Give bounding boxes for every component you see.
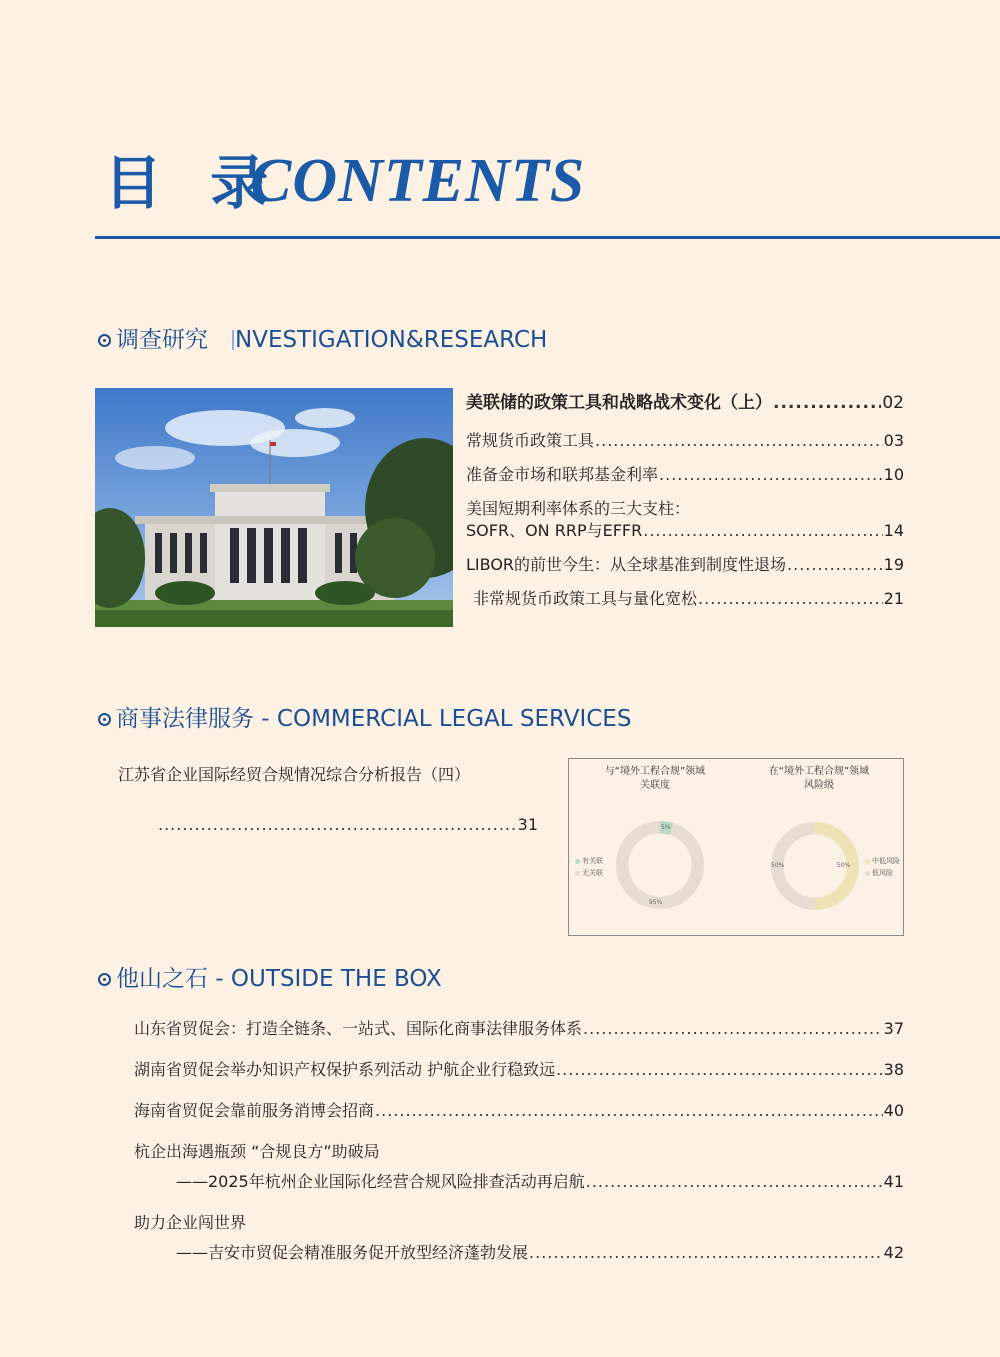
toc-item-title-line1: 美国短期利率体系的三大支柱： bbox=[466, 499, 691, 518]
legend-entry bbox=[575, 855, 603, 867]
data-label: 5% bbox=[661, 824, 671, 831]
toc-item[interactable] bbox=[134, 1059, 904, 1081]
section-title: 商事法律服务 - COMMERCIAL LEGAL SERVICES bbox=[116, 706, 632, 732]
toc-item[interactable] bbox=[134, 1100, 904, 1122]
donut-chart-1 bbox=[615, 819, 705, 911]
chart-title-1 bbox=[575, 765, 735, 793]
toc-list-investigation bbox=[466, 392, 904, 610]
toc-item-line1[interactable] bbox=[118, 764, 538, 786]
section-heading-outside bbox=[98, 964, 442, 994]
toc-item-page: 02 bbox=[882, 393, 904, 413]
toc-item-title: 海南省贸促会靠前服务消博会招商 bbox=[134, 1101, 375, 1120]
legend-swatch bbox=[575, 871, 580, 876]
toc-item-line1[interactable] bbox=[466, 498, 904, 520]
toc-item[interactable] bbox=[134, 1242, 904, 1264]
toc-item[interactable] bbox=[466, 430, 904, 452]
target-circle-icon bbox=[98, 973, 111, 986]
toc-item-line1[interactable] bbox=[134, 1141, 904, 1163]
toc-item-page: 41 bbox=[883, 1172, 904, 1191]
chart-title-2-line1: 在“境外工程合规”领域 bbox=[768, 766, 870, 777]
toc-leader bbox=[698, 588, 883, 610]
toc-item-title: 美联储的政策工具和战略战术变化（上） bbox=[466, 393, 772, 413]
toc-item-title-line1: 助力企业闯世界 bbox=[134, 1213, 247, 1232]
data-label: 95% bbox=[649, 899, 663, 906]
legend-entry bbox=[865, 867, 900, 879]
section-title: 他山之石 - OUTSIDE THE BOX bbox=[116, 966, 442, 992]
toc-item-page: 10 bbox=[883, 465, 904, 484]
section-title-initial-bar bbox=[232, 330, 234, 350]
toc-item[interactable] bbox=[466, 520, 904, 542]
toc-leader bbox=[556, 1059, 883, 1081]
toc-item[interactable] bbox=[118, 814, 538, 836]
legend-label: 无关联 bbox=[582, 869, 603, 877]
compliance-donut-charts bbox=[568, 758, 904, 936]
toc-item-page: 31 bbox=[517, 815, 538, 834]
toc-item-title: SOFR、ON RRP与EFFR bbox=[466, 521, 643, 540]
legend-entry bbox=[575, 867, 603, 879]
legend-swatch bbox=[865, 871, 870, 876]
chart-title-2 bbox=[739, 765, 899, 793]
legend-label: 有关联 bbox=[582, 857, 603, 865]
legend-entry bbox=[865, 855, 900, 867]
toc-item-page: 19 bbox=[883, 555, 904, 574]
header-divider bbox=[95, 236, 1000, 239]
section-heading-legal bbox=[98, 704, 631, 734]
toc-item-page: 40 bbox=[883, 1101, 904, 1120]
toc-item[interactable] bbox=[466, 464, 904, 486]
target-circle-icon bbox=[98, 334, 111, 347]
toc-leader bbox=[158, 814, 517, 836]
chart-title-1-line2: 关联度 bbox=[640, 780, 670, 791]
toc-item-title: 非常规货币政策工具与量化宽松 bbox=[473, 589, 698, 608]
toc-leader bbox=[643, 520, 882, 542]
data-label: 50% bbox=[837, 862, 851, 869]
chart-legend-2 bbox=[865, 855, 900, 879]
section-title-en: NVESTIGATION&RESEARCH bbox=[235, 327, 548, 353]
chart-title-2-line2: 风险级 bbox=[804, 780, 834, 791]
legend-label: 低风险 bbox=[872, 869, 893, 877]
donut-slice-无关联 bbox=[616, 821, 704, 909]
toc-item[interactable] bbox=[134, 1171, 904, 1193]
toc-leader bbox=[659, 464, 883, 486]
toc-item[interactable] bbox=[466, 554, 904, 576]
toc-item-page: 03 bbox=[883, 431, 904, 450]
chart-title-1-line1: 与“境外工程合规”领域 bbox=[604, 766, 706, 777]
toc-leader bbox=[583, 1018, 883, 1040]
toc-list-outside bbox=[134, 1018, 904, 1264]
toc-item-title: LIBOR的前世今生：从全球基准到制度性退场 bbox=[466, 555, 787, 574]
toc-item[interactable] bbox=[466, 588, 904, 610]
toc-leader bbox=[787, 554, 883, 576]
toc-item[interactable] bbox=[466, 392, 904, 414]
page-title-en: CONTENTS bbox=[250, 147, 586, 215]
toc-item-page: 14 bbox=[883, 521, 904, 540]
legend-swatch bbox=[575, 859, 580, 864]
legend-swatch bbox=[865, 859, 870, 864]
toc-item-title: 山东省贸促会：打造全链条、一站式、国际化商事法律服务体系 bbox=[134, 1019, 583, 1038]
toc-leader bbox=[375, 1100, 883, 1122]
toc-leader bbox=[529, 1242, 883, 1264]
toc-item-title: 常规货币政策工具 bbox=[466, 431, 595, 450]
toc-list-legal bbox=[118, 764, 538, 836]
toc-leader bbox=[586, 1171, 883, 1193]
federal-reserve-building-photo bbox=[95, 388, 453, 627]
toc-item[interactable] bbox=[134, 1018, 904, 1040]
toc-item-page: 42 bbox=[883, 1243, 904, 1262]
toc-leader bbox=[773, 392, 881, 414]
section-title-cn: 调查研究 bbox=[116, 327, 208, 353]
data-label: 50% bbox=[771, 862, 785, 869]
toc-item-page: 38 bbox=[883, 1060, 904, 1079]
toc-item-title: 湖南省贸促会举办知识产权保护系列活动 护航企业行稳致远 bbox=[134, 1060, 556, 1079]
target-circle-icon bbox=[98, 713, 111, 726]
toc-item-page: 37 bbox=[883, 1019, 904, 1038]
page-title-cn: 目 录 bbox=[104, 149, 283, 217]
toc-leader bbox=[595, 430, 883, 452]
toc-item-page: 21 bbox=[883, 589, 904, 608]
toc-item-title-line1: 杭企出海遇瓶颈 “合规良方”助破局 bbox=[134, 1142, 380, 1161]
chart-legend-1 bbox=[575, 855, 603, 879]
legend-label: 中低风险 bbox=[872, 857, 900, 865]
section-heading-investigation bbox=[98, 325, 547, 355]
toc-item-title: ——2025年杭州企业国际化经营合规风险排查活动再启航 bbox=[176, 1172, 585, 1191]
toc-item-title: ——吉安市贸促会精准服务促开放型经济蓬勃发展 bbox=[176, 1243, 529, 1262]
toc-item-line1[interactable] bbox=[134, 1212, 904, 1234]
toc-item-title: 准备金市场和联邦基金利率 bbox=[466, 465, 659, 484]
toc-item-title: 江苏省企业国际经贸合规情况综合分析报告（四） bbox=[118, 765, 471, 784]
